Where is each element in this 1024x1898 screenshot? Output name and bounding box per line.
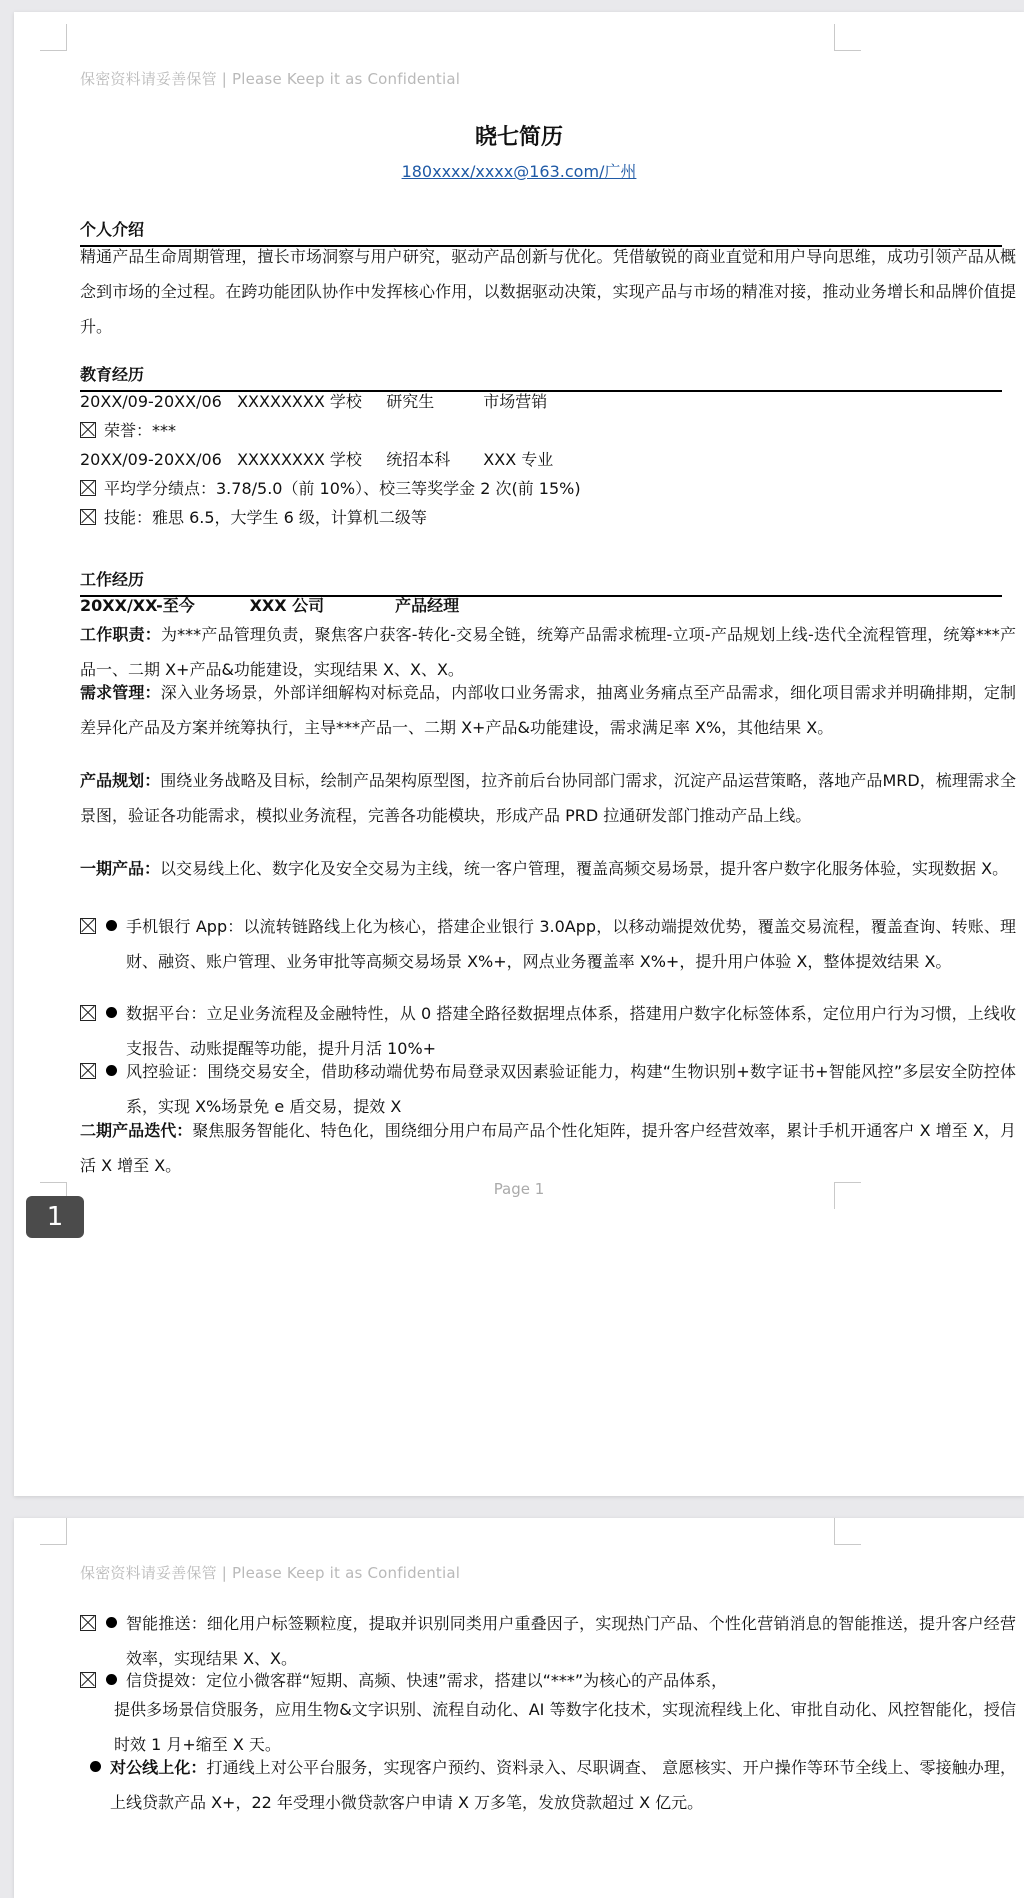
bullet-text: 手机银行 App：以流转链路线上化为核心，搭建企业银行 3.0App，以移动端提效优势，覆盖交易流程，覆盖查询、转账、理财、融资、账户管理、业务审批等高频交易场景 X%+，网点业务覆盖率 X%+，提升用户体验 X，整体提效结果 X。 bbox=[126, 917, 1016, 971]
bullet-icon bbox=[106, 1007, 117, 1018]
contact-link[interactable]: 180xxxx/xxxx@163.com/广州 bbox=[401, 162, 637, 181]
bullet-icon bbox=[106, 920, 117, 931]
duties-text: 为***产品管理负责，聚焦客户获客-转化-交易全链，统筹产品需求梳理-立项-产品规划上线-迭代全流程管理，统筹***产品一、二期 X+产品&功能建设，实现结果 X、X、X。 bbox=[80, 625, 1016, 679]
phase2-text: 聚焦服务智能化、特色化，围绕细分用户布局产品个性化矩阵，提升客户经营效率，累计手机开通客户 X 增至 X，月活 X 增至 X。 bbox=[80, 1121, 1016, 1175]
crop-mark bbox=[40, 24, 67, 51]
resume-name: 晓七简历 bbox=[474, 125, 563, 150]
job-phase2 bbox=[80, 1113, 1016, 1183]
contact-line bbox=[14, 159, 1024, 182]
edu-honor-text: 荣誉：*** bbox=[104, 421, 177, 440]
checkbox-icon bbox=[80, 1672, 96, 1688]
phase2-label: 二期产品迭代： bbox=[80, 1121, 193, 1140]
job-phase1 bbox=[80, 851, 1016, 886]
checkbox-icon bbox=[80, 1615, 96, 1631]
bullet-icon bbox=[106, 1065, 117, 1076]
online-label: 对公线上化： bbox=[110, 1758, 207, 1777]
checkbox-icon bbox=[80, 918, 96, 934]
job-company: XXX 公司 bbox=[249, 596, 325, 615]
duties-label: 工作职责： bbox=[80, 625, 161, 644]
bullet-icon bbox=[106, 1617, 117, 1628]
bullet-text: 智能推送：细化用户标签颗粒度，提取并识别同类用户重叠因子，实现热门产品、个性化营销消息的智能推送，提升客户经营效率，实现结果 X、X。 bbox=[126, 1614, 1016, 1668]
job-period: 20XX/XX-至今 bbox=[80, 596, 195, 615]
bullet-icon bbox=[90, 1761, 101, 1772]
page-footer: Page 1 bbox=[493, 1180, 545, 1198]
checkbox-icon bbox=[80, 480, 96, 496]
bullet-text: 数据平台：立足业务流程及金融特性，从 0 搭建全路径数据埋点体系，搭建用户数字化标签体系，定位用户行为习惯，上线收支报告、动账提醒等功能，提升月活 10%+ bbox=[126, 1004, 1016, 1058]
edu-skills bbox=[80, 500, 1010, 535]
resume-page-2 bbox=[14, 1518, 1024, 1898]
education-heading: 教育经历 bbox=[80, 362, 1002, 392]
phase1-label: 一期产品： bbox=[80, 859, 161, 878]
phase1-text: 以交易线上化、数字化及安全交易为主线，统一客户管理，覆盖高频交易场景，提升客户数字化服务体验，实现数据 X。 bbox=[160, 859, 1009, 878]
confidential-notice: 保密资料请妥善保管 | Please Keep it as Confidential bbox=[80, 70, 461, 88]
bullet-text: 打通线上对公平台服务，实现客户预约、资料录入、尽职调查、 意愿核实、开户操作等环节全线上、零接触办理，上线贷款产品 X+，22 年受理小微贷款客户申请 X 万多笔，发放贷款超过 X 亿元。 bbox=[110, 1758, 1016, 1812]
edu-period: 20XX/09-20XX/06 bbox=[80, 450, 222, 469]
list-item bbox=[80, 909, 1016, 979]
intro-text: 精通产品生命周期管理，擅长市场洞察与用户研究，驱动产品创新与优化。凭借敏锐的商业直觉和用户导向思维，成功引领产品从概念到市场的全过程。在跨功能团队协作中发挥核心作用，以数据驱动决策，实现产品与市场的精准对接，推动业务增长和品牌价值提升。 bbox=[80, 247, 1016, 336]
bullet-continuation: 提供多场景信贷服务，应用生物&文字识别、流程自动化、AI 等数字化技术，实现流程线上化、审批自动化、风控智能化，授信时效 1 月+缩至 X 天。 bbox=[114, 1700, 1016, 1754]
edu-major: XXX 专业 bbox=[483, 450, 554, 469]
crop-mark bbox=[40, 1518, 67, 1545]
demand-text: 深入业务场景，外部详细解构对标竞品，内部收口业务需求，抽离业务痛点至产品需求，细化项目需求并明确排期，定制差异化产品及方案并统筹执行，主导***产品一、二期 X+产品&功能建设，需求满足率 X%，其他结果 X。 bbox=[80, 683, 1016, 737]
edu-skills-text: 技能：雅思 6.5，大学生 6 级，计算机二级等 bbox=[104, 508, 427, 527]
page-number-badge: 1 bbox=[26, 1196, 84, 1238]
edu-gpa-text: 平均学分绩点：3.78/5.0（前 10%）、校三等奖学金 2 次(前 15%) bbox=[104, 479, 581, 498]
job-demand bbox=[80, 675, 1016, 745]
plan-label: 产品规划： bbox=[80, 771, 161, 790]
work-heading: 工作经历 bbox=[80, 567, 1002, 597]
bullet-icon bbox=[106, 1674, 117, 1685]
checkbox-icon bbox=[80, 1005, 96, 1021]
crop-mark bbox=[834, 1518, 861, 1545]
list-item bbox=[80, 1750, 1016, 1820]
edu-degree: 统招本科 bbox=[386, 450, 451, 469]
plan-text: 围绕业务战略及目标，绘制产品架构原型图，拉齐前后台协同部门需求，沉淀产品运营策略，落地产品MRD，梳理需求全景图，验证各功能需求，模拟业务流程，完善各功能模块，形成产品 PRD 拉通研发部门推动产品上线。 bbox=[80, 771, 1016, 825]
demand-label: 需求管理： bbox=[80, 683, 161, 702]
intro-heading: 个人介绍 bbox=[80, 217, 1002, 247]
job-position: 产品经理 bbox=[395, 596, 460, 615]
edu-school: XXXXXXXX 学校 bbox=[237, 392, 362, 411]
edu-major: 市场营销 bbox=[483, 392, 548, 411]
checkbox-icon bbox=[80, 509, 96, 525]
bullet-text: 风控验证：围绕交易安全，借助移动端优势布局登录双因素验证能力，构建“生物识别+数字证书+智能风控”多层安全防控体系，实现 X%场景免 e 盾交易，提效 X bbox=[126, 1062, 1016, 1116]
job-plan bbox=[80, 763, 1016, 833]
confidential-notice: 保密资料请妥善保管 | Please Keep it as Confidential bbox=[80, 1564, 461, 1582]
crop-mark bbox=[834, 24, 861, 51]
resume-page-1 bbox=[14, 12, 1024, 1496]
bullet-text: 信贷提效：定位小微客群“短期、高频、快速”需求，搭建以“***”为核心的产品体系， bbox=[126, 1671, 728, 1690]
edu-school: XXXXXXXX 学校 bbox=[237, 450, 362, 469]
edu-period: 20XX/09-20XX/06 bbox=[80, 392, 222, 411]
checkbox-icon bbox=[80, 422, 96, 438]
checkbox-icon bbox=[80, 1063, 96, 1079]
edu-degree: 研究生 bbox=[386, 392, 435, 411]
